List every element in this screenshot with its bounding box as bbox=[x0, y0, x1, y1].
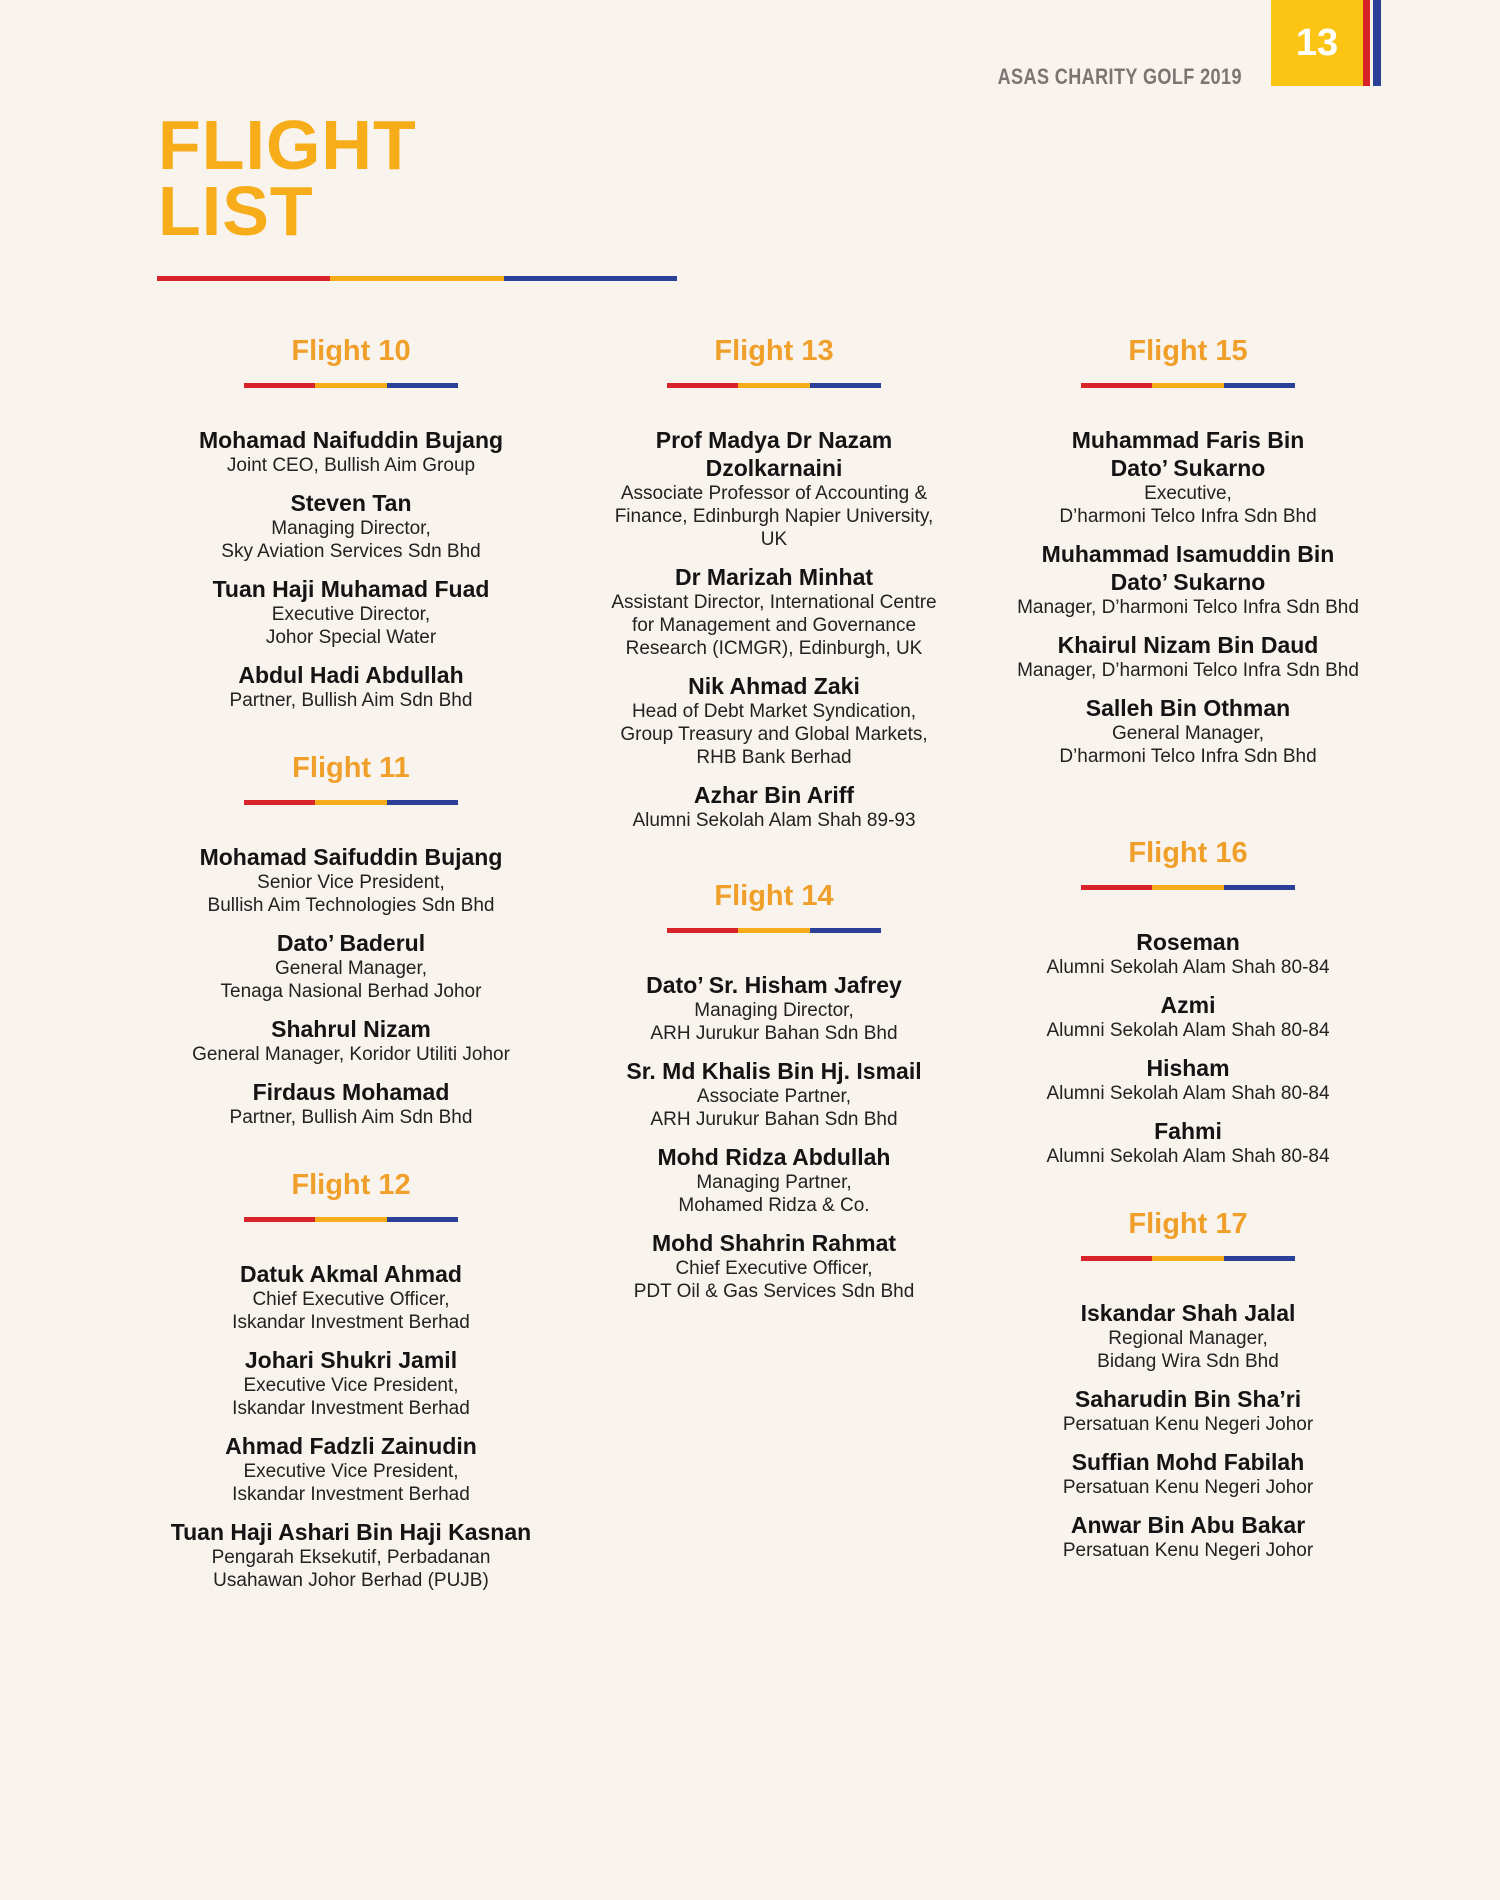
member-role: Executive, D’harmoni Telco Infra Sdn Bhd bbox=[1059, 483, 1317, 527]
flight-member bbox=[146, 489, 556, 563]
member-role: Partner, Bullish Aim Sdn Bhd bbox=[229, 690, 473, 711]
member-name: Firdaus Mohamad bbox=[252, 1079, 450, 1105]
flight-member bbox=[146, 1518, 556, 1592]
member-name: Iskandar Shah Jalal bbox=[1080, 1300, 1296, 1326]
member-role: Persatuan Kenu Negeri Johor bbox=[1062, 1414, 1314, 1435]
member-name: Mohamad Saifuddin Bujang bbox=[199, 844, 503, 870]
page-title-line2: LIST bbox=[158, 172, 314, 250]
column-middle bbox=[564, 333, 984, 844]
member-name: Steven Tan bbox=[290, 490, 412, 516]
member-role: Alumni Sekolah Alam Shah 80-84 bbox=[1046, 957, 1330, 978]
flight-member bbox=[146, 1346, 556, 1420]
member-name: Sr. Md Khalis Bin Hj. Ismail bbox=[626, 1058, 922, 1084]
flight-member bbox=[983, 631, 1393, 682]
member-role: Managing Director, Sky Aviation Services Sdn Bhd bbox=[221, 518, 481, 562]
flight-member bbox=[983, 991, 1393, 1042]
column-left bbox=[146, 333, 556, 724]
member-name: Roseman bbox=[1136, 929, 1240, 955]
member-name: Muhammad Faris Bin Dato’ Sukarno bbox=[1071, 427, 1305, 481]
member-role: Manager, D’harmoni Telco Infra Sdn Bhd bbox=[1017, 660, 1359, 681]
member-name: Mohd Ridza Abdullah bbox=[657, 1144, 891, 1170]
flight-member bbox=[983, 928, 1393, 979]
flight-member bbox=[983, 1385, 1393, 1436]
flight-10 bbox=[146, 333, 556, 712]
flight-member bbox=[146, 1015, 556, 1066]
flight-15 bbox=[983, 333, 1393, 768]
member-role: Persatuan Kenu Negeri Johor bbox=[1062, 1477, 1314, 1498]
flight-divider bbox=[244, 383, 458, 388]
member-name: Azmi bbox=[1160, 992, 1216, 1018]
member-role: General Manager, D’harmoni Telco Infra Sdn Bhd bbox=[1059, 723, 1317, 767]
member-name: Khairul Nizam Bin Daud bbox=[1057, 632, 1319, 658]
flight-title: Flight 17 bbox=[1128, 1208, 1248, 1240]
member-role: Chief Executive Officer, Iskandar Investment Berhad bbox=[232, 1289, 470, 1333]
flight-member bbox=[983, 540, 1393, 619]
member-name: Dato’ Sr. Hisham Jafrey bbox=[646, 972, 902, 998]
tab-stripe-red bbox=[1363, 0, 1370, 86]
flight-member bbox=[146, 1078, 556, 1129]
member-name: Hisham bbox=[1146, 1055, 1230, 1081]
flight-member bbox=[146, 843, 556, 917]
flight-member bbox=[983, 426, 1393, 528]
flight-divider bbox=[667, 383, 881, 388]
flight-member bbox=[564, 672, 984, 769]
flight-member bbox=[983, 694, 1393, 768]
member-name: Abdul Hadi Abdullah bbox=[238, 662, 464, 688]
flight-divider bbox=[244, 800, 458, 805]
page-title bbox=[158, 106, 417, 250]
member-name: Mohd Shahrin Rahmat bbox=[651, 1230, 897, 1256]
tab-stripe-blue bbox=[1373, 0, 1381, 86]
member-role: Alumni Sekolah Alam Shah 89-93 bbox=[632, 810, 916, 831]
flight-member bbox=[983, 1117, 1393, 1168]
member-role: Regional Manager, Bidang Wira Sdn Bhd bbox=[1097, 1328, 1279, 1372]
member-role: Chief Executive Officer, PDT Oil & Gas Services Sdn Bhd bbox=[633, 1258, 915, 1302]
flight-13 bbox=[564, 333, 984, 832]
flight-title: Flight 12 bbox=[291, 1169, 411, 1201]
flight-member bbox=[564, 971, 984, 1045]
member-name: Salleh Bin Othman bbox=[1085, 695, 1291, 721]
flight-title: Flight 13 bbox=[714, 335, 834, 367]
member-role: Alumni Sekolah Alam Shah 80-84 bbox=[1046, 1083, 1330, 1104]
publication-header: ASAS CHARITY GOLF 2019 bbox=[997, 64, 1242, 89]
flight-title: Flight 11 bbox=[292, 752, 410, 784]
flight-member bbox=[564, 426, 984, 551]
member-role: Assistant Director, International Centre for Management and Governance Research (ICMGR), Edinburgh, UK bbox=[611, 592, 937, 659]
flight-11 bbox=[146, 750, 556, 1129]
member-role: General Manager, Tenaga Nasional Berhad Johor bbox=[220, 958, 482, 1002]
member-name: Fahmi bbox=[1154, 1118, 1222, 1144]
flight-title: Flight 15 bbox=[1128, 335, 1248, 367]
member-name: Shahrul Nizam bbox=[271, 1016, 431, 1042]
flight-member bbox=[983, 1448, 1393, 1499]
member-role: Alumni Sekolah Alam Shah 80-84 bbox=[1046, 1146, 1330, 1167]
member-name: Anwar Bin Abu Bakar bbox=[1070, 1512, 1306, 1538]
title-divider bbox=[157, 276, 677, 281]
flight-title: Flight 14 bbox=[714, 880, 834, 912]
member-role: Partner, Bullish Aim Sdn Bhd bbox=[229, 1107, 473, 1128]
flight-14 bbox=[564, 878, 984, 1303]
flight-member bbox=[564, 1229, 984, 1303]
member-name: Mohamad Naifuddin Bujang bbox=[198, 427, 504, 453]
flight-16 bbox=[983, 835, 1393, 1168]
flight-member bbox=[983, 1299, 1393, 1373]
column-right-3 bbox=[983, 1206, 1393, 1574]
column-right-2 bbox=[983, 835, 1393, 1180]
member-role: Alumni Sekolah Alam Shah 80-84 bbox=[1046, 1020, 1330, 1041]
member-role: Persatuan Kenu Negeri Johor bbox=[1062, 1540, 1314, 1561]
member-role: Manager, D’harmoni Telco Infra Sdn Bhd bbox=[1017, 597, 1359, 618]
flight-title: Flight 10 bbox=[291, 335, 411, 367]
flight-member bbox=[146, 426, 556, 477]
member-name: Azhar Bin Ariff bbox=[693, 782, 855, 808]
flight-member bbox=[146, 1260, 556, 1334]
page-title-line1: FLIGHT bbox=[158, 106, 417, 184]
member-name: Prof Madya Dr Nazam Dzolkarnaini bbox=[655, 427, 893, 481]
flight-member bbox=[564, 1057, 984, 1131]
flight-17 bbox=[983, 1206, 1393, 1562]
column-right bbox=[983, 333, 1393, 780]
member-role: Associate Partner, ARH Jurukur Bahan Sdn Bhd bbox=[650, 1086, 898, 1130]
flight-divider bbox=[1081, 383, 1295, 388]
member-name: Dr Marizah Minhat bbox=[674, 564, 874, 590]
column-left-2 bbox=[146, 750, 556, 1141]
flight-member bbox=[983, 1511, 1393, 1562]
member-name: Dato’ Baderul bbox=[276, 930, 426, 956]
flight-divider bbox=[244, 1217, 458, 1222]
flight-title: Flight 16 bbox=[1128, 837, 1248, 869]
member-name: Nik Ahmad Zaki bbox=[688, 673, 860, 699]
member-role: Managing Director, ARH Jurukur Bahan Sdn Bhd bbox=[650, 1000, 898, 1044]
member-role: General Manager, Koridor Utiliti Johor bbox=[192, 1044, 510, 1065]
member-name: Tuan Haji Ashari Bin Haji Kasnan bbox=[170, 1519, 532, 1545]
column-left-3 bbox=[146, 1167, 556, 1604]
member-role: Pengarah Eksekutif, Perbadanan Usahawan Johor Berhad (PUJB) bbox=[211, 1547, 491, 1591]
flight-divider bbox=[1081, 885, 1295, 890]
member-role: Executive Vice President, Iskandar Investment Berhad bbox=[232, 1461, 470, 1505]
member-role: Executive Vice President, Iskandar Investment Berhad bbox=[232, 1375, 470, 1419]
flight-member bbox=[564, 563, 984, 660]
member-role: Executive Director, Johor Special Water bbox=[265, 604, 437, 648]
member-role: Associate Professor of Accounting & Finance, Edinburgh Napier University, UK bbox=[614, 483, 934, 550]
member-role: Senior Vice President, Bullish Aim Technologies Sdn Bhd bbox=[207, 872, 495, 916]
page-number-tab: 13 bbox=[1271, 0, 1363, 86]
flight-member bbox=[146, 1432, 556, 1506]
member-name: Johari Shukri Jamil bbox=[244, 1347, 458, 1373]
flight-member bbox=[146, 929, 556, 1003]
flight-member bbox=[564, 781, 984, 832]
member-role: Managing Partner, Mohamed Ridza & Co. bbox=[678, 1172, 870, 1216]
member-name: Suffian Mohd Fabilah bbox=[1071, 1449, 1305, 1475]
flight-member bbox=[564, 1143, 984, 1217]
flight-divider bbox=[667, 928, 881, 933]
column-middle-2 bbox=[564, 878, 984, 1315]
member-name: Muhammad Isamuddin Bin Dato’ Sukarno bbox=[1041, 541, 1335, 595]
member-name: Datuk Akmal Ahmad bbox=[240, 1261, 462, 1287]
flight-divider bbox=[1081, 1256, 1295, 1261]
flight-member bbox=[146, 661, 556, 712]
member-role: Head of Debt Market Syndication, Group Treasury and Global Markets, RHB Bank Berhad bbox=[620, 701, 928, 768]
flight-member bbox=[146, 575, 556, 649]
flight-member bbox=[983, 1054, 1393, 1105]
member-name: Tuan Haji Muhamad Fuad bbox=[212, 576, 490, 602]
member-role: Joint CEO, Bullish Aim Group bbox=[226, 455, 476, 476]
member-name: Ahmad Fadzli Zainudin bbox=[225, 1433, 477, 1459]
member-name: Saharudin Bin Sha’ri bbox=[1074, 1386, 1302, 1412]
flight-12 bbox=[146, 1167, 556, 1592]
